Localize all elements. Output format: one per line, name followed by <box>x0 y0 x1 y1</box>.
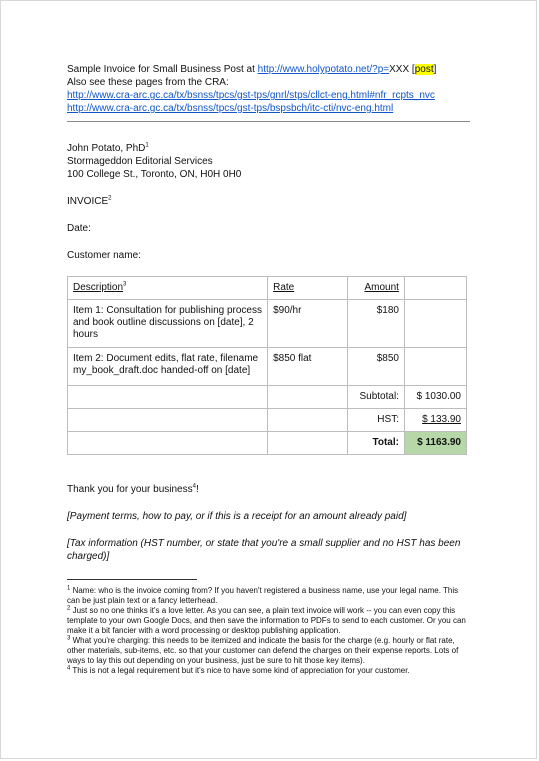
footnote-number[interactable]: 2 <box>67 605 71 612</box>
header-amount <box>348 277 405 300</box>
total-label: Total: <box>348 432 405 455</box>
row-description: Item 1: Consultation for publishing process and book outline discussions on [date], 2 hours <box>68 300 268 348</box>
footnote-ref-2[interactable]: 2 <box>108 195 112 202</box>
hst-value-cell <box>404 409 466 432</box>
holypotato-link[interactable]: http://www.holypotato.net/?p= <box>257 64 390 75</box>
sender-company: Stormageddon Editorial Services <box>67 156 213 167</box>
footnote-ref-4[interactable]: 4 <box>192 483 196 490</box>
thanks-text: Thank you for your business <box>67 484 193 495</box>
sender-block <box>67 142 471 181</box>
header-line-2: Also see these pages from the CRA: <box>67 77 229 88</box>
footnote-text: Just so no one thinks it's a love letter. As you can see, a plain text invoice will work -- you can even copy this template to your own Google Docs, and then save the information to PDFs to send to each customer. Or you can make it a bit fancier with a word processing or desktop publishing application. <box>67 606 466 635</box>
payment-terms: [Payment terms, how to pay, or if this is a receipt for an amount already paid] <box>67 511 407 522</box>
footnote-ref-1[interactable]: 1 <box>145 142 149 149</box>
footnote-number[interactable]: 4 <box>67 665 71 672</box>
row-description: Item 2: Document edits, flat rate, filename my_book_draft.doc handed-off on [date] <box>68 348 268 386</box>
invoice-table <box>67 276 467 455</box>
description-header-text: Description <box>73 282 124 293</box>
header-xxx: XXX <box>389 64 412 75</box>
header-rate <box>268 277 348 300</box>
header-prefix: Sample Invoice for Small Business Post at <box>67 64 258 75</box>
table-header-row <box>68 277 467 300</box>
footnote-number[interactable]: 1 <box>67 585 71 592</box>
footnote-text: What you're charging: this needs to be itemized and indicate the basis for the charge (e.g. hourly or flat rate, other materials, sub-items, etc. so that your customer can defend the charges on their expense reports. Lots of ways to lay this out depending on your business, just be sure to hit those key items). <box>67 636 459 665</box>
subtotal-label: Subtotal: <box>348 386 405 409</box>
footnote-divider <box>67 579 197 580</box>
table-row <box>68 300 467 348</box>
hst-value: $ 133.90 <box>422 414 461 425</box>
subtotal-value: $ 1030.00 <box>404 386 466 409</box>
cra-link-2[interactable]: http://www.cra-arc.gc.ca/tx/bsnss/tpcs/gst-tps/bspsbch/itc-cti/nvc-eng.html <box>67 103 394 114</box>
customer-label: Customer name: <box>67 250 141 261</box>
row-rate: $850 flat <box>268 348 348 386</box>
footnote-text: Name: who is the invoice coming from? If you haven't registered a business name, use your legal name. This can be just plain text or a fancy letterhead. <box>67 586 459 605</box>
footnotes <box>67 586 472 676</box>
cra-link-1[interactable]: http://www.cra-arc.gc.ca/tx/bsnss/tpcs/gst-tps/gnrl/stps/cllct-eng.html#nfr_rcpts_nvc <box>67 90 435 101</box>
sender-name-text: John Potato, PhD <box>67 143 146 154</box>
post-highlight: post <box>414 64 434 75</box>
empty-cell <box>268 386 348 409</box>
invoice-heading <box>67 195 471 208</box>
row-empty <box>404 300 466 348</box>
row-amount: $180 <box>348 300 405 348</box>
header-empty <box>404 277 466 300</box>
footnote-ref-3[interactable]: 3 <box>123 281 127 288</box>
bracket-open: [ <box>411 64 415 75</box>
hst-row <box>68 409 467 432</box>
footnote <box>67 636 472 666</box>
footnote-number[interactable]: 3 <box>67 635 71 642</box>
empty-cell <box>68 409 268 432</box>
footnote-text: This is not a legal requirement but it's nice to have some kind of appreciation for your customer. <box>70 666 410 675</box>
total-row <box>68 432 467 455</box>
bracket-close: ] <box>433 64 437 75</box>
invoice-label: INVOICE <box>67 196 109 207</box>
thanks-line <box>67 483 471 496</box>
row-empty <box>404 348 466 386</box>
empty-cell <box>268 432 348 455</box>
table-row <box>68 348 467 386</box>
date-label: Date: <box>67 223 91 234</box>
document-content <box>67 63 471 676</box>
row-rate: $90/hr <box>268 300 348 348</box>
header-description <box>68 277 268 300</box>
total-value: $ 1163.90 <box>404 432 466 455</box>
footnote <box>67 606 472 636</box>
sender-address: 100 College St., Toronto, ON, H0H 0H0 <box>67 169 242 180</box>
header-line-1 <box>67 63 471 76</box>
footnote <box>67 666 472 676</box>
empty-cell <box>68 386 268 409</box>
header-divider <box>67 121 470 122</box>
rate-header-text: Rate <box>273 282 295 293</box>
row-amount: $850 <box>348 348 405 386</box>
empty-cell <box>268 409 348 432</box>
hst-label: HST: <box>348 409 405 432</box>
subtotal-row <box>68 386 467 409</box>
amount-header-text: Amount <box>364 282 399 293</box>
tax-information: [Tax information (HST number, or state that you're a small supplier and no HST has been charged)] <box>67 538 461 562</box>
footnote <box>67 586 472 606</box>
empty-cell <box>68 432 268 455</box>
sender-name <box>67 142 471 155</box>
thanks-end: ! <box>195 484 199 495</box>
